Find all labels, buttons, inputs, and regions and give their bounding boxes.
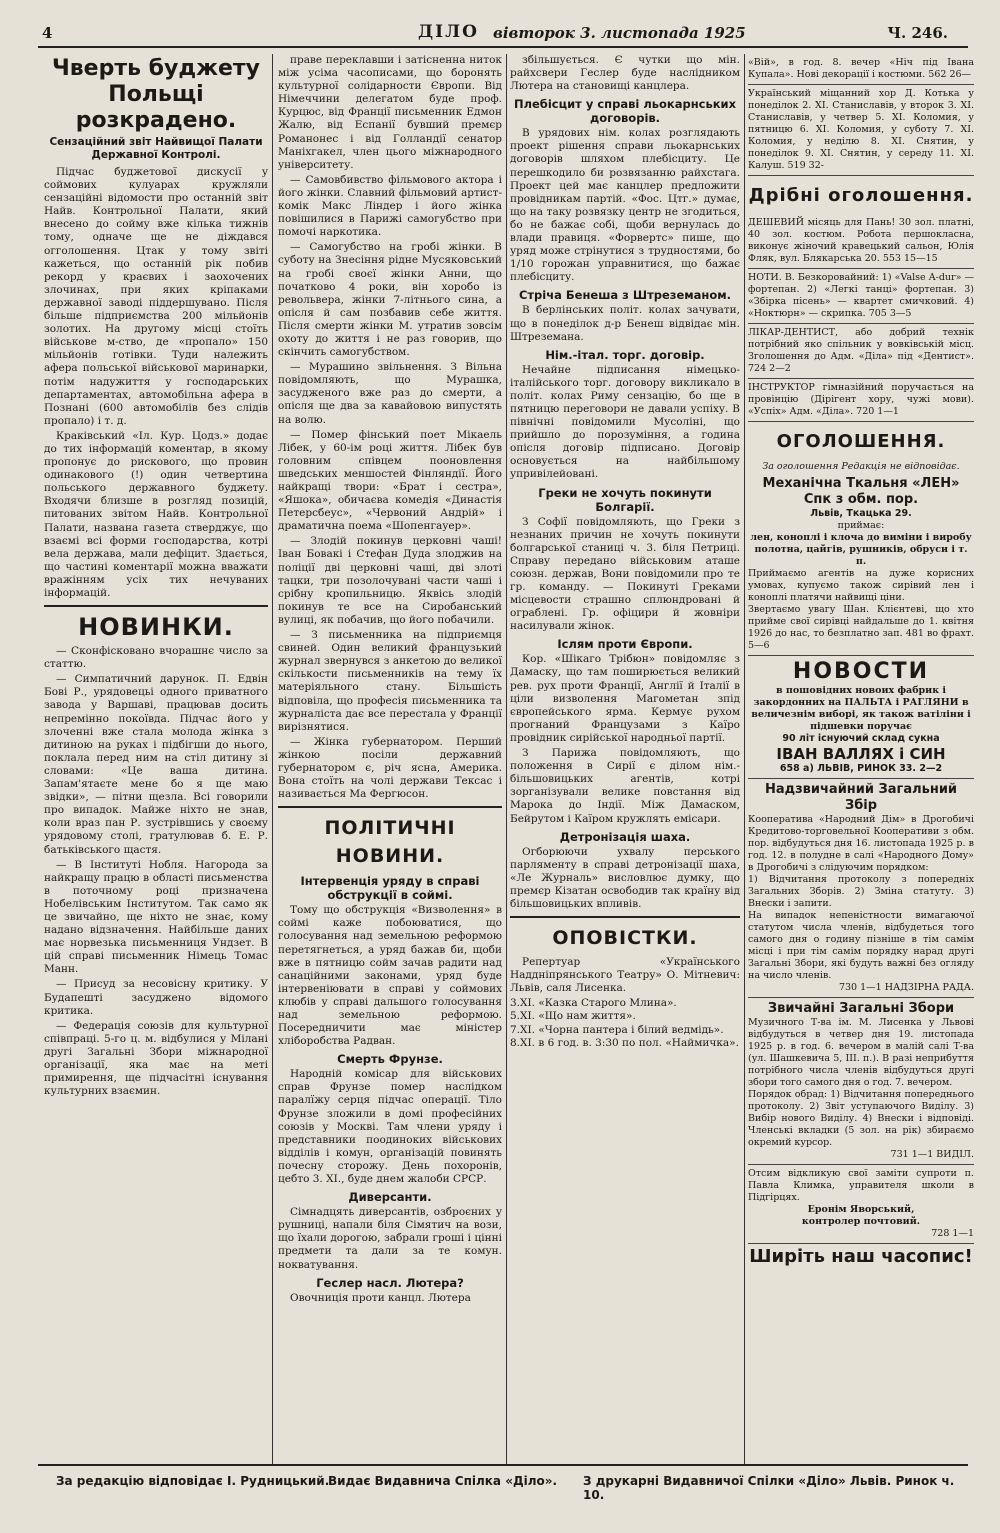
section-title-dribni: Дрібні оголошення. xyxy=(748,185,974,206)
news-item: — Сконфісковано вчорашнє число за статтю. xyxy=(44,645,268,671)
ad-title: Надзвичайний Загальний Збір xyxy=(764,782,958,814)
column-3 xyxy=(510,54,740,1465)
classified-ad: НОТИ. В. Безкоровайний: 1) «Valse A-dur» — фортепан. 2) «Легкі танці» фортепан. 3) «Збірка пісень» — квартет смичковий. 4) «Ноктюрн» — скрипка. 705 3—5 xyxy=(748,269,974,324)
article-paragraph: Народній комісар для військових справ Фрунзе помер наслідком паралїжу серця підчас операції. Тіло Фрунзе зложили в домі професійних союзів у Москві. Там члени уряду і представники поодиноких військових відділів і комун, організацій повинять почесну сторожу. День похоронів, цебто 3. XI., буде днем жалоби СРСР. xyxy=(278,1068,502,1186)
ad-signature: контролер почтовий. xyxy=(801,1216,921,1228)
ad-text: лен, коноплі і клоча до виміни і виробу полотна, цайгів, рушників, обруси і т. п. xyxy=(750,532,972,568)
section-title-novynky: НОВИНКИ. xyxy=(78,613,234,642)
classified-ad: ДЕШЕВИЙ місяць для Пань! 30 зол. платні, 40 зол. костюм. Робота першокласна, виконує жіночий кравецький сальон, Юлія Фляк, вул. Блякарська 20. 553 15—15 xyxy=(748,214,974,269)
news-item: — Симпатичний дарунок. П. Едвін Бові Р., урядовецьі одного приватного завода у Варшаві, працював досить непремінно покоївда. Підчас його у злоченні вже стала молода жінка з дитиною на руках і підбігши до нього, поклала перед ним на стіл дитину зі словами: «Це ваша дитина. Запам'ятаєте мене бо я ще маю звідки», — пітни щезла. Всі говорили про випадок. Майже ніхто не знав, коли враз пан Р. зустрівшись у своєму урядовому столі, гратулював б. Е. Р. батьківського щастя. xyxy=(44,673,268,856)
divider xyxy=(44,605,268,607)
article-heading: Стріча Бенеша з Штреземаном. xyxy=(518,288,732,303)
news-item: — Присуд за несовісну критику. У Будапешті засуджено відомого критика. xyxy=(44,978,268,1017)
news-item: — Самогубство на гробі жінки. В суботу на Знесіння рідне Мусяковський на гробі своєї жінки Анни, що початково 4 роки, він хоробо із револьвера, жінки 7-літнього сина, а опісля й сам позбавив себе життя. Після смерти жінки М. утратив зовсім охоту до життя і не раз говорив, що скінчить самогубством. xyxy=(278,241,502,359)
classified-ad: ЛІКАР-ДЕНТИСТ, або добрий технік потрібний яко спільник у вовківській місц. Зголошення до Адм. «Діла» під «Дентист». 724 2—2 xyxy=(748,324,974,379)
article-heading: Детронізація шаха. xyxy=(559,829,691,844)
column-1 xyxy=(44,54,268,1465)
page-footer xyxy=(38,1468,968,1502)
editorial-note: За оголошення Редакція не відповідає. xyxy=(762,461,960,472)
column-4 xyxy=(748,54,974,1465)
article-paragraph: Кор. «Шікаго Трібюн» повідомляє з Дамаску, що там поширюється великий рев. рух проти Франції, Англії й Італії в ціли визволення Магометан зпід європейського ярма. Кермує рухом прогнаний Французами з Каїро провідник сирійської народньої партії. xyxy=(510,653,740,744)
column-2 xyxy=(278,54,502,1465)
section-title-politychni: ПОЛІТИЧНІ НОВИНИ. xyxy=(324,817,456,868)
ad-novosty xyxy=(748,656,974,779)
ad-item: «Вій», в год. 8. вечер «Ніч під Івана Купала». Нові декорації і костюми. 562 26— xyxy=(748,54,974,85)
article-heading: Нім.-італ. торг. договір. xyxy=(545,347,705,362)
ad-text: приймає: xyxy=(837,520,885,532)
ad-title: Звичайні Загальні Збори xyxy=(767,1001,955,1017)
column-divider xyxy=(744,54,745,1465)
article-heading: Іслям проти Європи. xyxy=(557,637,693,652)
ad-nadzvychainyi xyxy=(748,779,974,998)
ad-text: Звертаємо увагу Шан. Клієнтеві, що хто прийме свої сирівці найдальше до 1. квітня 1926 до нас, то безплатно зап. 481 во фрахт. 5—6 xyxy=(748,604,974,652)
ad-text: Приймаємо агентів на дуже корисних умовах, купуємо також сирівий лен і коноплі платячи найвищі ціни. xyxy=(748,568,974,604)
news-item: — Злодій покинув церковні чаші! Іван Бовакі і Стефан Дуда злоджив на поліції дві церковні чаші, дві злоті тацки, три позолочувані части чаші і срібну кропильницю. Яквісь злодій покинув те все на Сиробанський вулиці, як побачив, що його побачили. xyxy=(278,535,502,626)
ad-signature: 731 1—1 ВИДІЛ. xyxy=(890,1149,974,1161)
article-paragraph: В берлінських політ. колах зачувати, що в понеділок д-р Бенеш відвідає мін. Штреземана. xyxy=(510,304,740,343)
ad-address: Львів, Ткацька 29. xyxy=(810,508,912,520)
classified-ad: ІНСТРУКТОР гімназійний поручається на провінцію (Дірігент хору, чужі мови). «Успіх» Адм. «Діла». 720 1—1 xyxy=(748,379,974,422)
article-paragraph: Тому що обструкція «Визволення» в соймі каже побоюватися, що голосування над земельною реформою перетягнеться, а уряд бажав би, щоби вже в пятницю сойм зачав радити над санаційними законами, уряд буде інтервеніювати в справі у соймових клюбів у справі дальшого голосування над земельною реформою. Посередничити має міністер хліборобства Радван. xyxy=(278,904,502,1048)
announcement: Репертуар «Українського Наддніпрянського Театру» О. Мітневич: Львів, саля Лисенка. xyxy=(510,956,740,995)
article-heading: Інтервенція уряду в справі обструкції в соймі. xyxy=(300,874,480,903)
footer-rule xyxy=(38,1464,968,1466)
news-item: — Помер фінський поет Мікаель Лібек, у 60-ім році життя. Лібек був головним співцем пооновлення шведських меншостей Фінляндії. Його найкращі твори: «Брат і сестра», «Яшока», обичаєва комедія «Династія Петерсбеус», «Червоний Андрій» і драматична поема «Шопенгауер». xyxy=(278,428,502,533)
article-paragraph: Овочниція проти канцл. Лютера xyxy=(290,1291,471,1304)
article-paragraph: З Парижа повідомляють, що положення в Сирії є ділом нім.-більшовицьких агентів, котрі зорганізували велике повстання від Марока до Індії. Між Дамаском, Бейрутом і Каїром кружлять емісари. xyxy=(510,747,740,825)
article-heading: Геслер насл. Лютера? xyxy=(316,1275,464,1290)
page-number: 4 xyxy=(42,24,53,42)
footer-publisher: Видає Видавнича Спілка «Діло». xyxy=(328,1474,558,1488)
article-paragraph: В урядових нім. колах розглядають проект рішення справи льокарнських договорів шляхом плебісциту. Це перешкодило би розвязанню райхстага. Проект цей має канцлер предложити провідникам партій. «Фос. Цтг.» думає, що на таку розвязку центр не згодиться, бо не бажає собі, щоби вернулась до влади правиця. «Форвертс» пише, що уряд може стрінутися з трудностями, бо 1/10 горожан управнитися, що бажає плебісциту. xyxy=(510,127,740,284)
article-paragraph: збільшується. Є чутки що мін. райхсвери Геслер буде наслідником Лютера на становищі канцлера. xyxy=(510,54,740,93)
article-heading: Смерть Фрунзе. xyxy=(337,1052,443,1067)
ad-item: Український міщанний хор Д. Котька у понеділок 2. XI. Станиславів, у второк 3. XI. Станиславів, у четвер 5. XI. Коломия, у пятницю 6. XI. Коломия, у суботу 7. XI. Коломия, у неділю 8. XI. Снятин, у понеділок 9. XI. Снятин, у середу 11. XI. Калуш. 519 32- xyxy=(748,85,974,176)
ad-text: в пошовідних новоих фабрик і закордонних на ПАЛЬТА і РАГЛЯНИ в величезнім виборі, як також ватіліни і підшевки поручає xyxy=(751,685,971,733)
ad-text: Порядок обрад: 1) Відчитання попереднього протоколу. 2) Звіт уступаючого Виділу. 3) Вибір нового Виділу. 4) Внески і відповіді. Членські вкладки (5 зол. на рік) збираємо окремий курсор. xyxy=(748,1089,974,1149)
footer-printer: З друкарні Видавничої Спілки «Діло» Львів. Ринок ч. 10. xyxy=(583,1474,955,1502)
column-divider xyxy=(272,54,273,1465)
masthead: ДІЛО xyxy=(418,22,479,42)
ad-title: Механічна Ткальня «ЛЕН» Спк з обм. пор. xyxy=(762,476,960,508)
ad-company: ІВАН ВАЛЛЯХ і СИН xyxy=(776,745,946,764)
divider xyxy=(510,916,740,918)
repertoire-item: 5.XI. «Що нам життя». xyxy=(510,1010,636,1023)
ad-vidklykannia xyxy=(748,1165,974,1244)
news-item: — З письменника на підприємця свиней. Один великий французький журнал звернувся з анкетою до великої скількости письменників на тему їх матеріяльного стану. Більшість відповіла, що професія письменника та журналіста дає все перестала у Франції вирізнятися. xyxy=(278,629,502,733)
ad-len xyxy=(748,473,974,656)
ad-signature: Еронім Яворський, xyxy=(807,1204,915,1216)
news-item: праве переклавши і затісненна ниток між усіма часописами, що боронять культурної солідарности Європи. Від Німеччини делегатом буде проф. Курцюс, від Франції письменник Едмон Жалю, від Еспанії бувший премєр Романонес і від Голландії сенатор Маніхгакел, член цього міжнародного університету. xyxy=(278,54,502,171)
article-subtitle: Сензаційний звіт Найвищої Палати Державної Контролі. xyxy=(49,136,263,161)
news-item: — В Інституті Нобля. Нагорода за найкращу працю в області письменства в поточному році призначена Нобелівським Інститутом. Так само як це звичайно, ще ніхто не знає, кому надано відзначення. Найбільше даних має норвезька письменниця Ундзет. В цій справі письменник Німець Томас Манн. xyxy=(44,858,268,976)
article-paragraph: Огборюючи ухвалу перського парляменту в справі детронізації шаха, «Ле Журналь» висловлює думку, що премєр Кізатан освободив так країну від більшовицьких впливів. xyxy=(510,845,740,910)
footer-editor: За редакцію відповідає І. Рудницький. xyxy=(56,1474,330,1488)
article-paragraph: Нечайне підписання німецько-італійського торг. договору викликало в політ. колах Риму сензацію, бо ще в пятницю переговори не давали успіху. В північні повідомили Мусоліні, що прийшло до порозуміння, а година опісля договір підписано. Договір основується на найбільшому упривілейовані. xyxy=(510,363,740,481)
ad-title: НОВОСТИ xyxy=(792,659,930,685)
ad-text: Музичного Т-ва ім. М. Лисенка у Львові відбудуться в четвер дня 19. листопада 1925 р. в год. 6. вечером в малій салі Т-ва (ул. Шашкевича 5, III. п.). В разі неприбуття потрібного числа членів відбудуться другі збори того самого дня о год. 7. вечером. xyxy=(748,1017,974,1089)
section-title-opovistky: ОПОВІСТКИ. xyxy=(552,927,698,950)
article-paragraph: З Софії повідомляють, що Греки з незнаних причин не хочуть покинути болгарської станиці ч. 3. біля Петриці. Справу передано військовим аташе союзн. держав, Вони повідомили про те гр. команду. — Покинуті Греками місцевости страшно сплюндровані й ограблені. Гр. офіцири й жовніри насилували жінок. xyxy=(510,515,740,633)
news-item: — Мурашино звільнення. З Вільна повідомляють, що Мурашка, засудженого вже раз до смерти, а опісля ще два за кавайовою випустять на волю. xyxy=(278,361,502,426)
repertoire-item: 8.XI. в 6 год. в. 3:30 по пол. «Наймичка». xyxy=(510,1036,739,1049)
ad-zvychaini xyxy=(748,998,974,1165)
header-rule xyxy=(38,46,968,48)
ad-text: На випадок непеністности вимагаючої статутом числа членів, відбудеться того самого дня о годину пізніше в тім самім місці і при тім самім порядку нарад другі Загальні Збори, які будуть важні без огляду на число членів. xyxy=(748,910,974,982)
news-item: — Самовбивство фільмового актора і його жінки. Славний фільмовий артист-комік Макс Ліндер і його жінка повішилися в Парижі самогубство при помочі наркотика. xyxy=(278,173,502,239)
ad-address: 658 а) ЛЬВІВ, РИНОК 33. 2—2 xyxy=(779,763,943,775)
slogan: Ширіть наш часопис! xyxy=(749,1246,973,1268)
news-item: — Жінка губернатором. Перший жінкою посіли державний губернатором є, річ ясна, Америка. Вона стоїть на чолі держави Тексас і називається Ма Фергюсон. xyxy=(278,735,502,801)
repertoire-item: 3.XI. «Казка Старого Млина». xyxy=(510,997,677,1010)
ad-code: 728 1—1 xyxy=(931,1228,974,1240)
ad-text: 90 літ існуючий склад сукна xyxy=(782,733,940,745)
article-paragraph: Сімнадцять диверсантів, озброєних у рушниці, напали біля Сімятич на вози, що їхали дорогою, забрали гроші і цінні предмети та дали за те комун. нокватування. xyxy=(278,1206,502,1271)
article-heading: Греки не хочуть покинути Болгарії. xyxy=(538,485,712,514)
article-title: Чверть буджету Польщі розкрадено. xyxy=(51,56,261,133)
ad-text: 1) Відчитання протоколу з попередніх Загальних Зборів. 2) Зміна статуту. 3) Внески і запити. xyxy=(748,874,974,910)
issue-date: вівторок 3. листопада 1925 xyxy=(493,24,746,42)
section-title-oholoshennia: ОГОЛОШЕННЯ. xyxy=(776,431,946,452)
issue-number: Ч. 246. xyxy=(887,24,948,42)
article-heading: Диверсанти. xyxy=(348,1190,432,1205)
ad-text: Кооператива «Народний Дім» в Дрогобичі Кредитово-торговельної Кооперативи з обм. пор. відбудуться дня 16. листопада 1925 р. в год. 12. в полудне в салі «Народного Дому» в Дрогобичі з слідуючим порядком: xyxy=(748,814,974,874)
ad-signature: 730 1—1 НАДЗІРНА РАДА. xyxy=(838,982,974,994)
article-heading: Плебісцит у справі льокарнських договорів. xyxy=(513,97,737,126)
column-divider xyxy=(506,54,507,1465)
article-paragraph: Підчас буджетової дискусії у соймових кулуарах кружляли сензаційні відомости про останній звіт Найв. Контрольної Палати, який внесено до сойму вже кілька тижнів тому, одначе ще не діждався огголошення. Цтак у тому звіті кажеться, що останній рік побив рекорд у краєвих і заохочених злочинах, при яких кріпаками державної заводі піддершувано. Після більше підприємства 200 мільйонів золотих. На другому місці стоїть військове м-ство, де «пропало» 150 мільйонів готівки. Туди належить афера польської військової маринарки, потім надужиття у господарських департаментах, автомобільна афера в Познані (600 автомобілів без слідів пропало) і т. д. xyxy=(44,166,268,427)
article-paragraph: Краківський «Іл. Кур. Цодз.» додає до тих інформацій коментар, в якому пропонує до рискового, що провин одинакового (!) один четвертина польського державного буджету. Входячи близше в розгляд позицій, питованих звітом Найв. Контрольної Палати, названа газета стверджує, що взаємі всі форми господарства, котрі вела держава, мали дефіцит. Здається, що частині коментарії можна вважати вражінням усіх тих нечуваних інформацій. xyxy=(44,429,268,599)
ad-text: Отсим відкликую свої заміти супроти п. Павла Климка, управителя школи в Підгірцях. xyxy=(748,1168,974,1204)
repertoire-item: 7.XI. «Чорна пантера і білий ведмідь». xyxy=(510,1023,724,1036)
divider xyxy=(278,806,502,808)
news-item: — Федерація союзів для культурної співпраці. 5-го ц. м. відбулися у Мілані другі Загальні Збори міжнародної організації, яка має на меті примирення, ще підчасітні існування культурних взаємин. xyxy=(44,1019,268,1098)
